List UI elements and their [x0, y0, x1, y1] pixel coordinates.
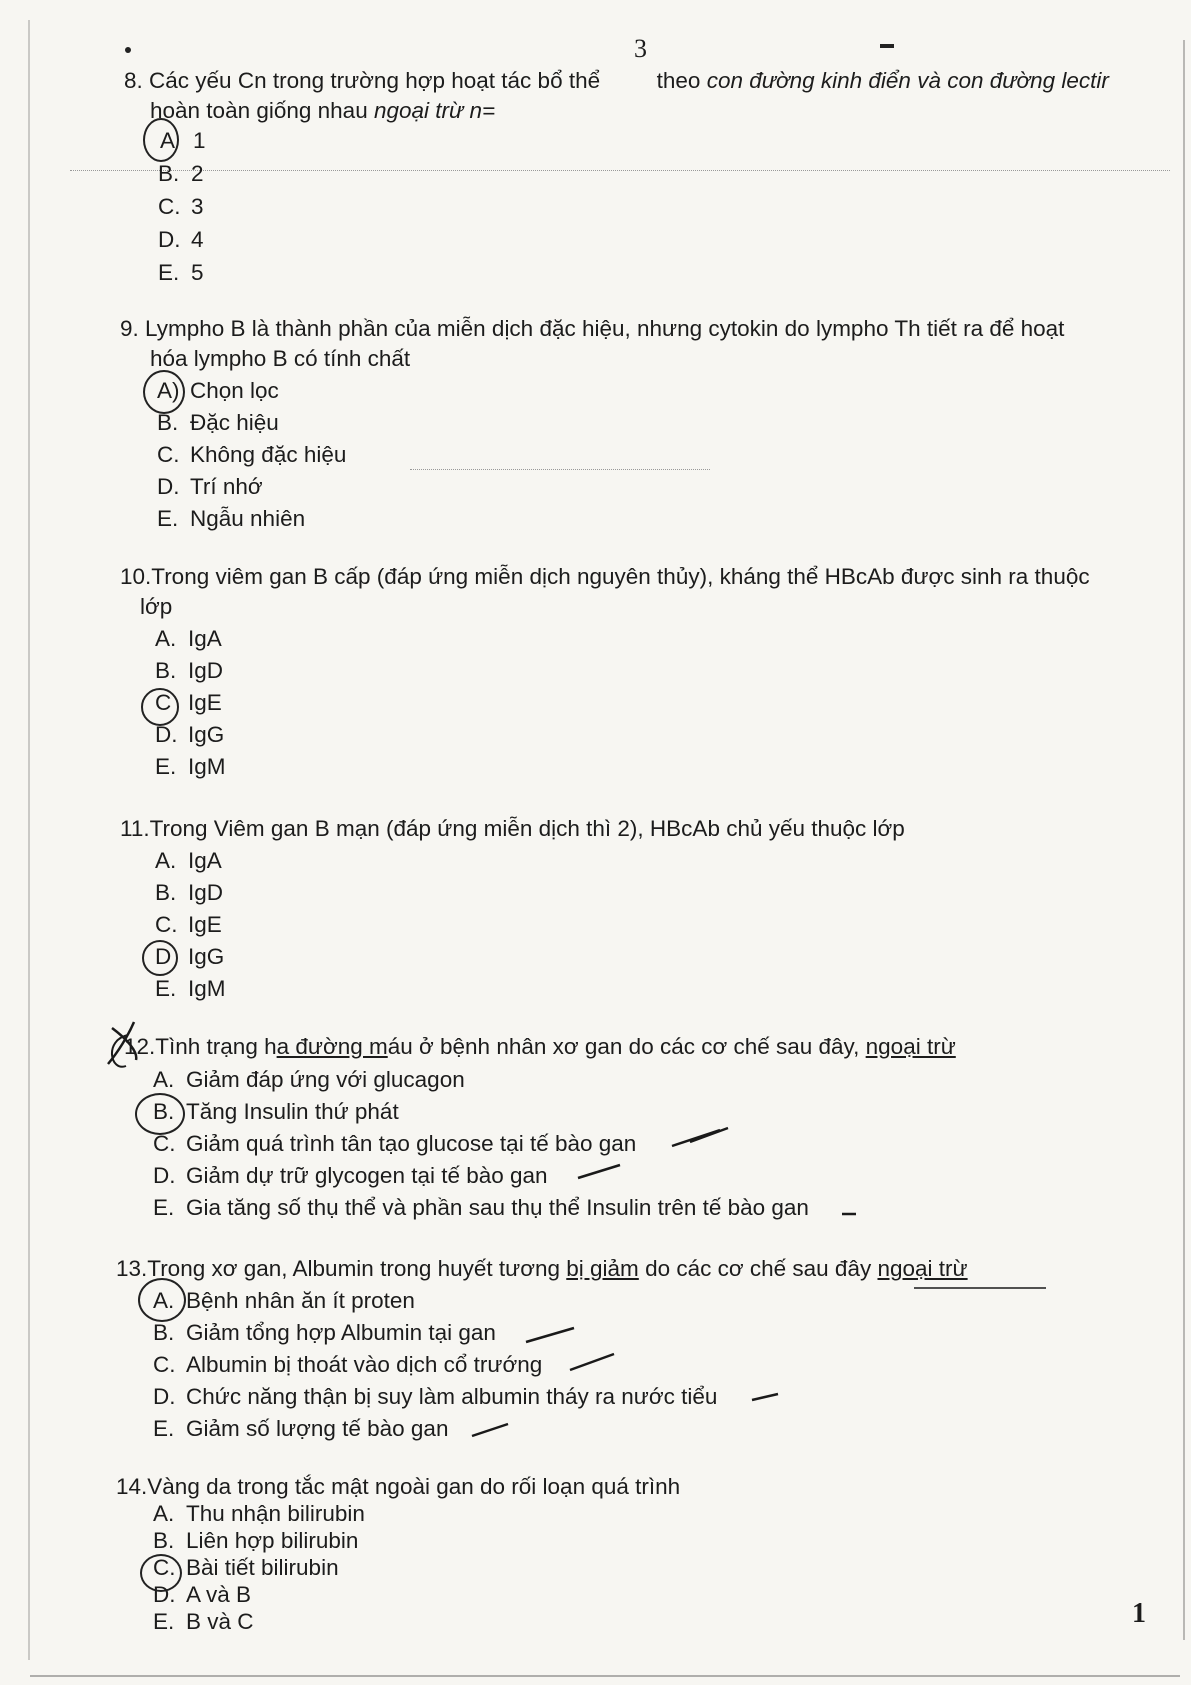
answer-circle-9: [143, 370, 185, 414]
question-stem: 8. Các yếu Cn trong trường hợp hoạt tác bổ thể theo con đường kinh điển và con đường lectir hoàn toàn giống nhau ngoại trừ n=: [124, 68, 1109, 123]
option-d[interactable]: D. IgG: [155, 722, 225, 747]
option-a[interactable]: A. Thu nhận bilirubin: [153, 1501, 365, 1526]
scan-edge-left: [28, 20, 30, 1660]
answer-circle-12: [135, 1093, 185, 1135]
option-b[interactable]: B. Đặc hiệu: [157, 410, 279, 435]
question-number: 14.: [116, 1474, 148, 1499]
scan-dot: [125, 47, 131, 53]
scan-noise-line: [410, 469, 710, 470]
tick-mark-13d: [752, 1394, 778, 1400]
question-stem: 10.Trong viêm gan B cấp (đáp ứng miễn dịch nguyên thủy), kháng thể HBcAb được sinh ra thuộc lớp: [120, 564, 1090, 619]
question-number: 12.: [124, 1034, 156, 1059]
scan-dash: [880, 44, 894, 48]
option-a[interactable]: A) Chọn lọc: [157, 378, 279, 403]
option-d[interactable]: D. Giảm dự trữ glycogen tại tế bào gan: [153, 1163, 548, 1188]
option-e[interactable]: E. Giảm số lượng tế bào gan: [153, 1416, 449, 1441]
option-d[interactable]: D. Trí nhớ: [157, 474, 263, 499]
option-c[interactable]: C. Albumin bị thoát vào dịch cổ trướng: [153, 1352, 543, 1377]
option-b[interactable]: B. Liên hợp bilirubin: [153, 1528, 359, 1553]
question-number: 9.: [120, 316, 139, 341]
option-a[interactable]: A. IgA: [155, 626, 222, 651]
option-b[interactable]: B. Tăng Insulin thứ phát: [153, 1099, 399, 1124]
option-d[interactable]: D. 4: [158, 227, 204, 252]
option-e[interactable]: E. Ngẫu nhiên: [157, 506, 306, 531]
option-c[interactable]: C. IgE: [155, 912, 222, 937]
scan-noise-line: [70, 170, 1170, 171]
option-c[interactable]: C. Bài tiết bilirubin: [153, 1555, 339, 1580]
option-e[interactable]: E. IgM: [155, 754, 226, 779]
option-a[interactable]: A. Giảm đáp ứng với glucagon: [153, 1067, 465, 1092]
question-stem: 14.Vàng da trong tắc mật ngoài gan do rối loạn quá trình: [116, 1474, 681, 1499]
option-c[interactable]: C. 3: [158, 194, 204, 219]
answer-circle-11: [142, 940, 178, 976]
question-number: 8.: [124, 68, 143, 93]
corner-mark: 1: [1132, 1598, 1146, 1629]
option-d[interactable]: D IgG: [155, 944, 225, 969]
tick-mark-13c: [570, 1354, 614, 1370]
question-stem: 12.Tình trạng ha đường máu ở bệnh nhân xơ gan do các cơ chế sau đây, ngoại trừ: [124, 1034, 956, 1059]
option-a[interactable]: A. Bệnh nhân ăn ít proten: [153, 1288, 415, 1313]
question-stem: 9. Lympho B là thành phần của miễn dịch đặc hiệu, nhưng cytokin do lympho Th tiết ra để hoạt hóa lympho B có tính chất: [120, 316, 1065, 371]
tick-mark-13e: [472, 1424, 508, 1436]
answer-circle-8: [143, 118, 179, 162]
page-number: 3: [634, 34, 647, 63]
option-a[interactable]: A 1: [160, 128, 206, 153]
answer-circle-10: [141, 688, 179, 726]
answer-circle-13: [138, 1278, 186, 1322]
answer-circle-14: [140, 1554, 182, 1592]
scan-edge-right: [1183, 40, 1185, 1640]
question-number: 13.: [116, 1256, 148, 1281]
option-c[interactable]: C IgE: [155, 690, 222, 715]
question-stem: 11.Trong Viêm gan B mạn (đáp ứng miễn dịch thì 2), HBcAb chủ yếu thuộc lớp: [120, 816, 905, 841]
option-e[interactable]: E. B và C: [153, 1609, 254, 1634]
tick-mark-12d: [578, 1165, 620, 1178]
option-b[interactable]: B. IgD: [155, 658, 224, 683]
option-b[interactable]: B. 2: [158, 161, 204, 186]
option-e[interactable]: E. Gia tăng số thụ thể và phần sau thụ thể Insulin trên tế bào gan: [153, 1195, 809, 1220]
option-d[interactable]: D. A và B: [153, 1582, 252, 1607]
question-number: 10.: [120, 564, 152, 589]
option-b[interactable]: B. IgD: [155, 880, 224, 905]
option-c[interactable]: C. Không đặc hiệu: [157, 442, 347, 467]
option-c[interactable]: C. Giảm quá trình tân tạo glucose tại tế bào gan: [153, 1131, 637, 1156]
tick-mark-12c: [672, 1128, 728, 1146]
option-b[interactable]: B. Giảm tổng hợp Albumin tại gan: [153, 1320, 496, 1345]
option-a[interactable]: A. IgA: [155, 848, 222, 873]
question-number: 11.: [120, 816, 150, 841]
option-d[interactable]: D. Chức năng thận bị suy làm albumin tháy ra nước tiểu: [153, 1384, 718, 1409]
question-stem: 13.Trong xơ gan, Albumin trong huyết tương bị giảm do các cơ chế sau đây ngoại trừ: [116, 1256, 968, 1281]
tick-mark-13b: [526, 1328, 574, 1342]
option-e[interactable]: E. IgM: [155, 976, 226, 1001]
option-e[interactable]: E. 5: [158, 260, 204, 285]
scan-edge-bottom: [30, 1675, 1180, 1677]
